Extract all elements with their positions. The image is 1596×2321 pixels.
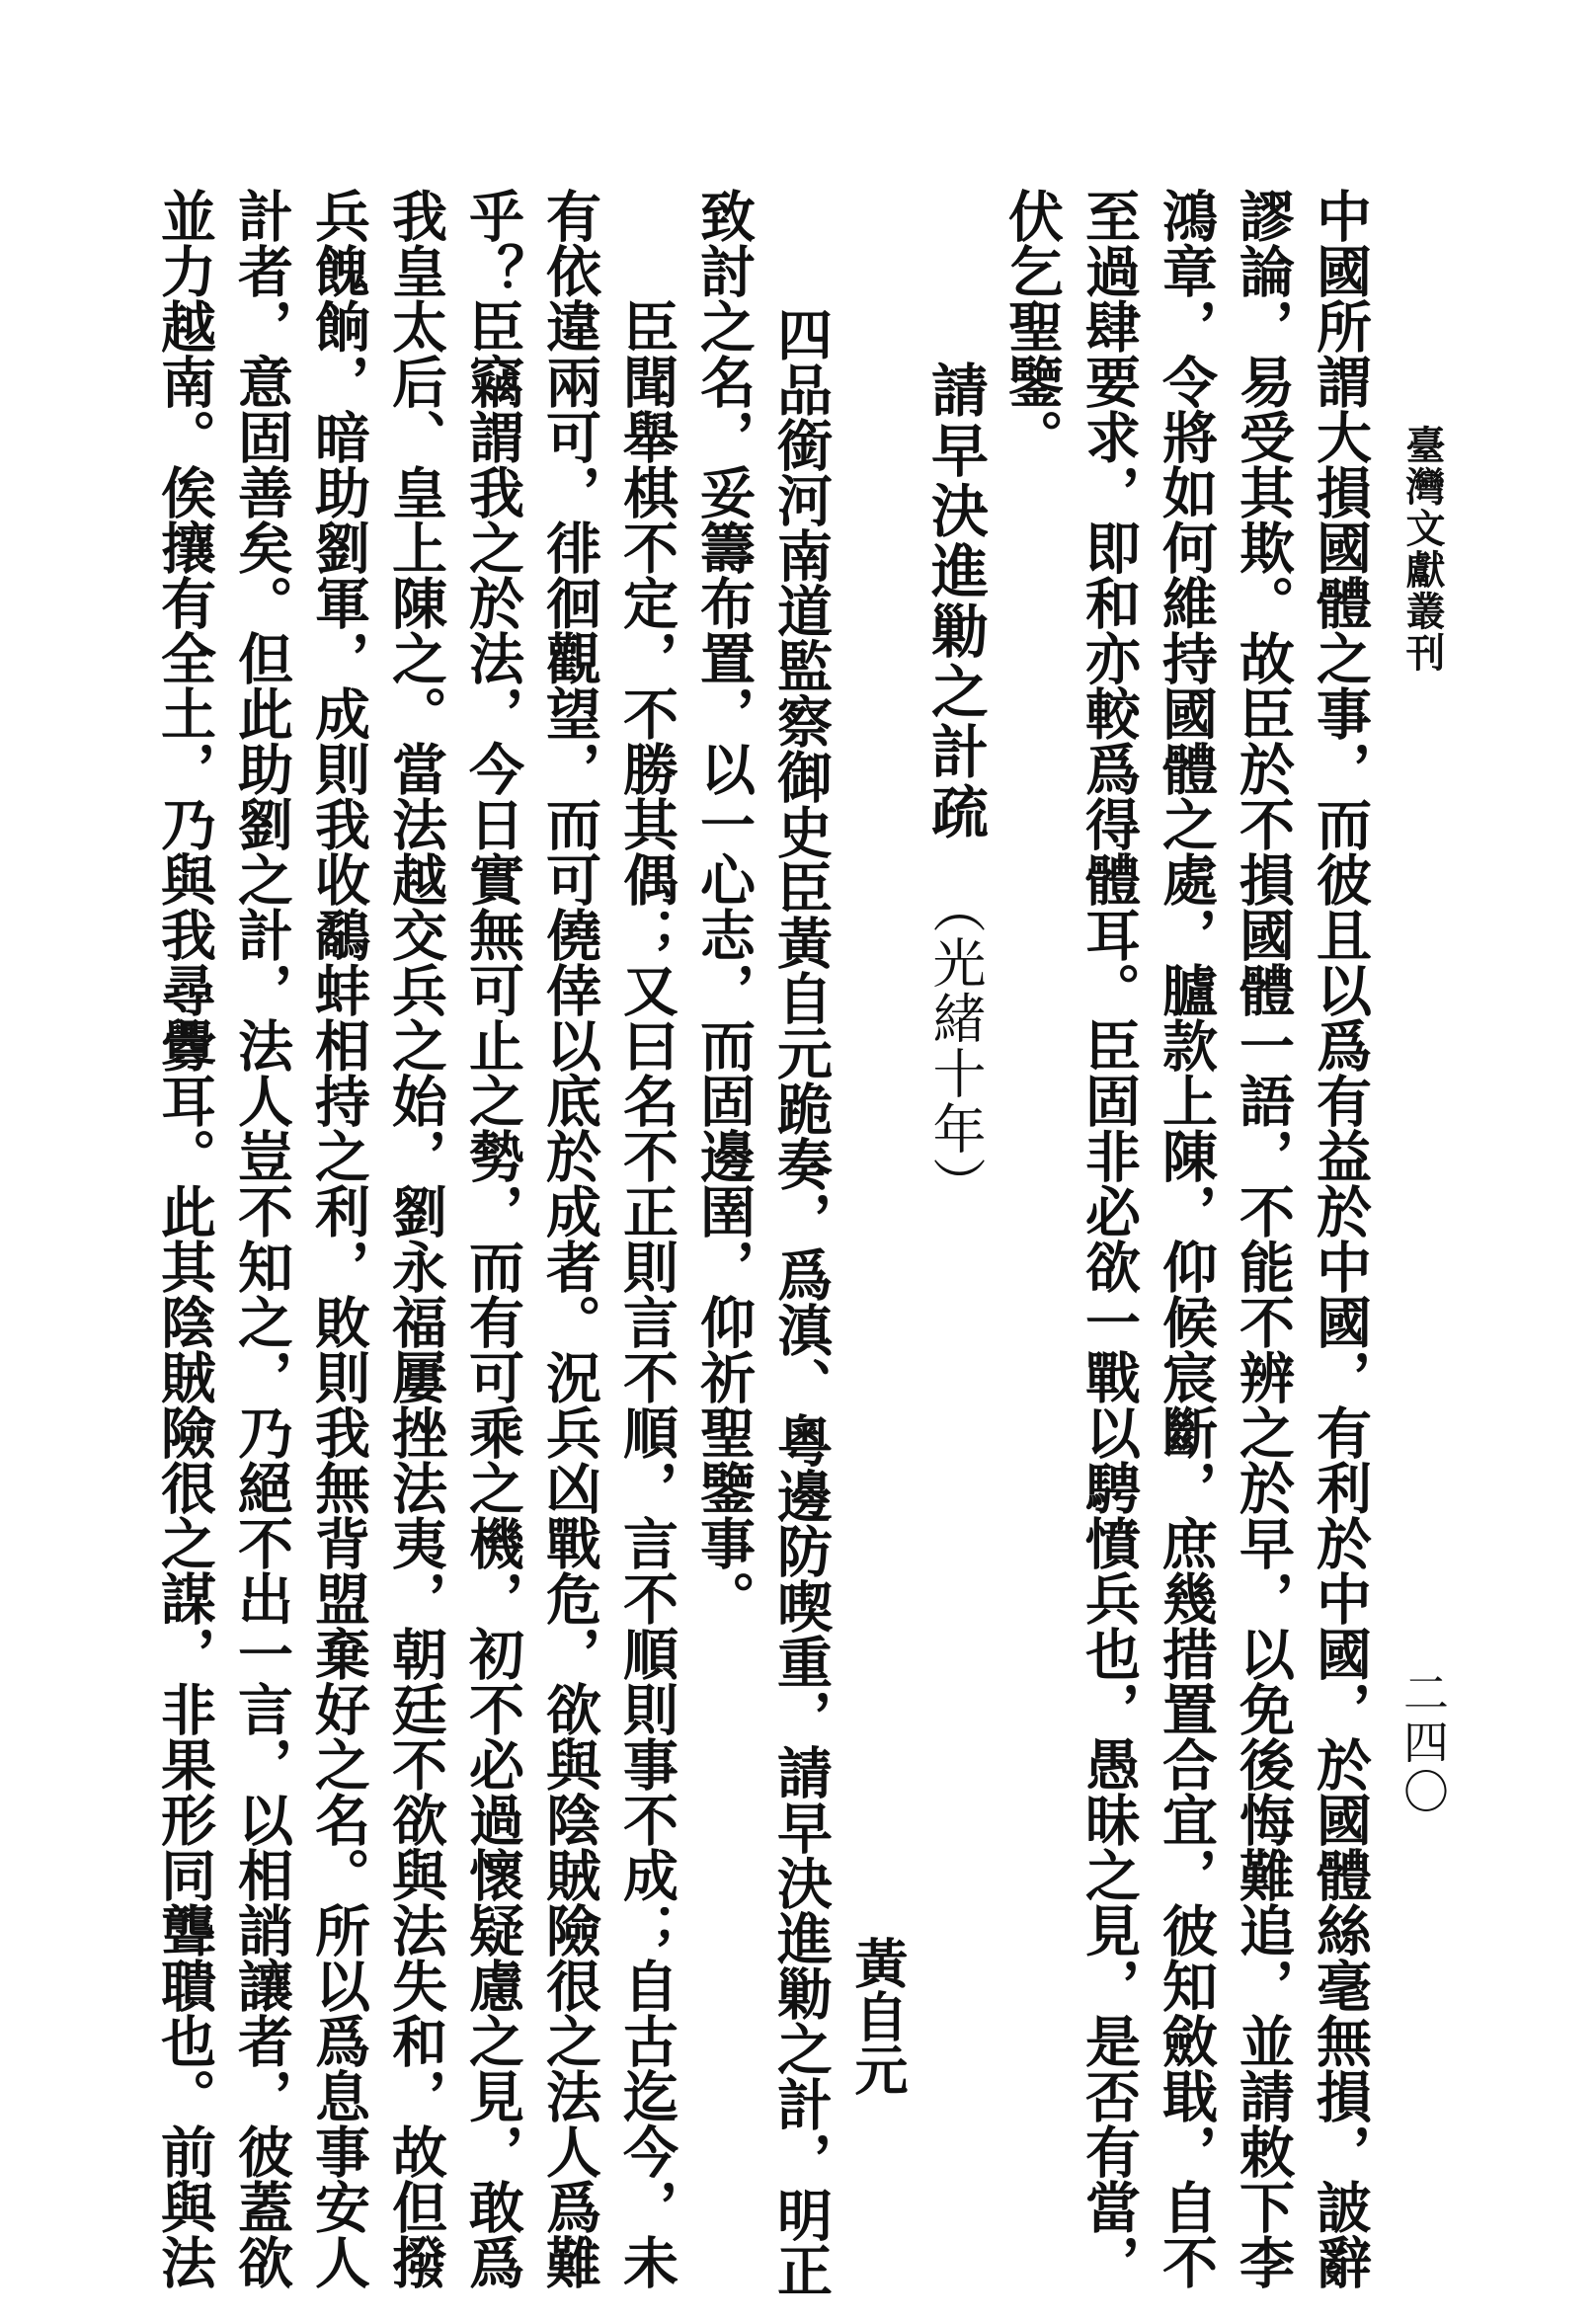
preface-column: 致討之名，妥籌布置，以一心志，而固邊圉，仰祈聖鑒事。	[691, 188, 757, 1626]
text-column: 伏乞聖鑒。	[999, 188, 1065, 464]
text-column: 至過肆要求，即和亦較爲得體耳。臣固非必欲一戰以騁憤兵也，愚昧之見，是否有當，	[1077, 188, 1142, 2289]
text-column: 鴻章，令將如何維持國體之處，臚款上陳，仰候宸斷，庶幾措置合宜，彼知斂戢，自不	[1154, 188, 1219, 2289]
vertical-text-block	[146, 188, 1379, 2297]
body-column: 兵餽餉，暗助劉軍，成則我收鷸蚌相持之利，敗則我無背盟棄好之名。所以爲息事安人	[306, 188, 371, 2289]
memorial-title-date: （光緒十年）	[924, 880, 987, 1212]
text-column: 中國所謂大損國體之事，而彼且以爲有益於中國，有利於中國，於國體絲毫無損，詖辭	[1308, 188, 1373, 2289]
body-column: 有依違兩可，徘徊觀望，而可僥倖以底於成者。況兵凶戰危，欲與陰賊險很之法人爲難	[537, 188, 602, 2289]
body-column: 並力越南。俟攘有全土，乃與我尋釁耳。此其陰賊險很之謀，非果形同聾聵也。前與法	[152, 188, 217, 2289]
memorial-title	[917, 188, 994, 2123]
body-column: 臣聞舉棋不定，不勝其偶；又曰名不正則言不順，言不順則事不成；自古迄今，未	[614, 298, 679, 2289]
body-column: 計者，意固善矣。但此助劉之計，法人豈不知之，乃絕不出一言，以相誚讓者，彼蓋欲	[229, 188, 294, 2289]
body-column: 乎？臣竊謂我之於法，今日實無可止之勢，而有可乘之機，初不必過懷疑慮之見，敢爲	[460, 188, 525, 2289]
page-number: 二四〇	[1396, 1669, 1450, 1817]
running-head: 臺灣文獻叢刊	[1399, 425, 1446, 674]
preface-column: 四品銜河南道監察御史臣黃自元跪奏，爲滇、粵邊防喫重，請早決進勦之計，明正	[768, 306, 834, 2297]
text-column: 謬論，易受其欺。故臣於不損國體一語，不能不辨之於早，以免後悔難追，並請敕下李	[1231, 188, 1296, 2289]
memorial-title-main: 請早決進勦之計疏	[921, 360, 989, 842]
body-column: 我皇太后、皇上陳之。當法越交兵之始，劉永福屢挫法夷，朝廷不欲與法失和，故但撥	[383, 188, 448, 2289]
memorial-author: 黃自元	[846, 1936, 910, 2096]
